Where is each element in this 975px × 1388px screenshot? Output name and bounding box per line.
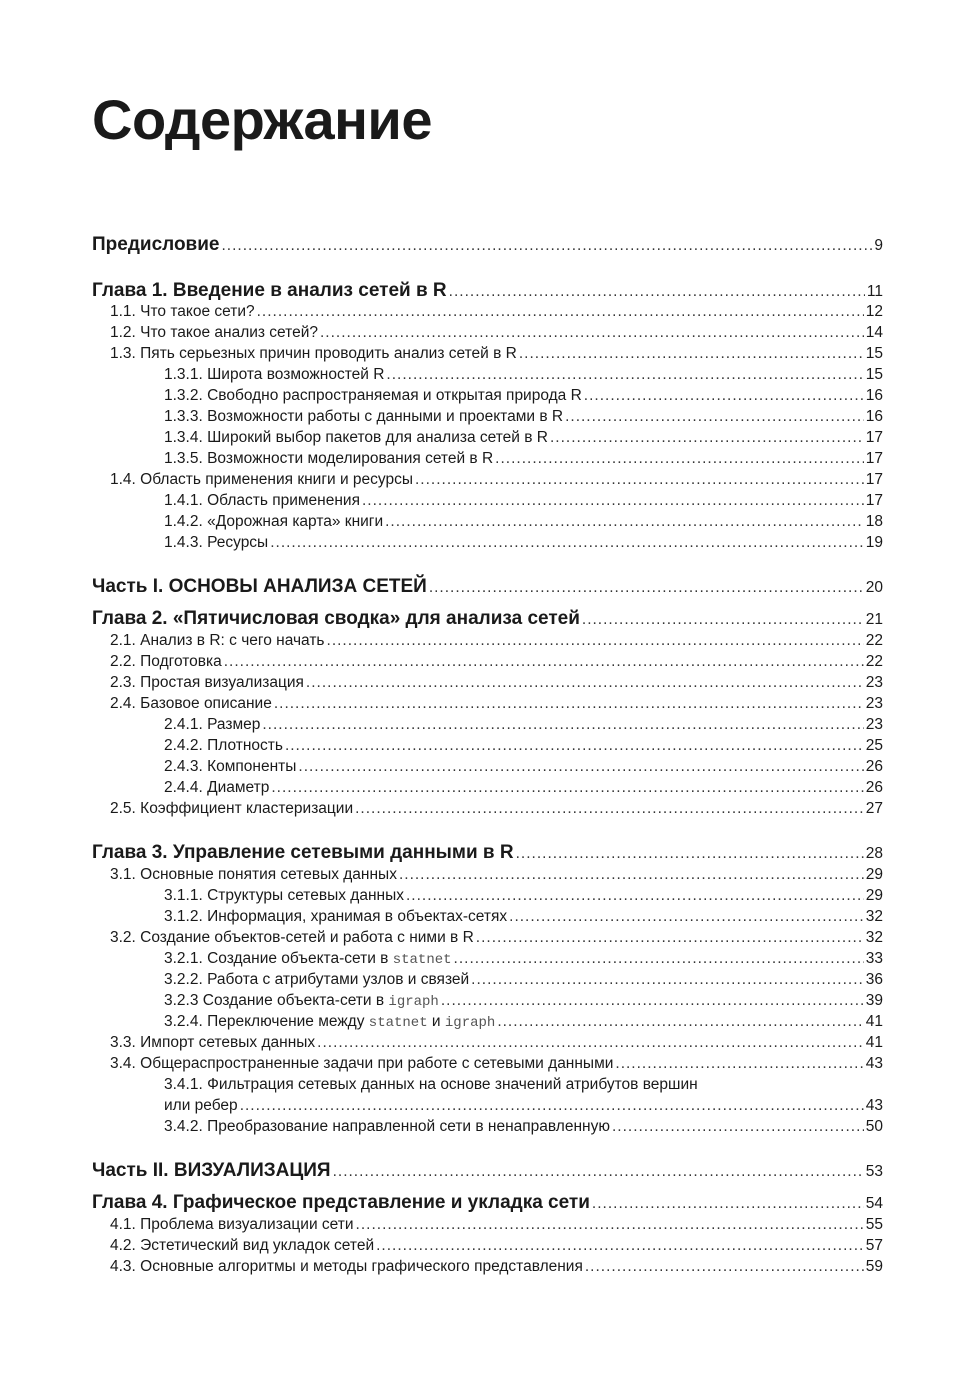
toc-entry-title: 1.2. Что такое анализ сетей? [110, 324, 318, 341]
toc-entry-3-2-3[interactable] [164, 990, 883, 1011]
toc-entry-3-1[interactable] [110, 864, 883, 885]
toc-entry-text: и [427, 1013, 445, 1030]
toc-entry-title: 2.4.2. Плотность [164, 737, 283, 754]
toc-entry-1-4-2[interactable] [164, 511, 883, 532]
toc-entry-1-3-5[interactable] [164, 448, 883, 469]
dot-leader [550, 427, 864, 448]
toc-entry-1-3-4[interactable] [164, 427, 883, 448]
toc-entry-part-1[interactable] [92, 574, 883, 600]
toc-entry-page: 32 [865, 929, 883, 946]
toc-entry-page: 57 [865, 1237, 883, 1254]
toc-entry-1-3-2[interactable] [164, 385, 883, 406]
toc-entry-preface[interactable] [92, 232, 883, 258]
toc-entry-3-2-4[interactable] [164, 1011, 883, 1032]
toc-entry-title: 1.3.3. Возможности работы с данными и проектами в R [164, 408, 564, 425]
toc-entry-1-1[interactable] [110, 301, 883, 322]
toc-entry-title: Часть I. ОСНОВЫ АНАЛИЗА СЕТЕЙ [92, 576, 427, 597]
dot-leader [615, 1053, 863, 1074]
dot-leader [584, 385, 864, 406]
toc-entry-1-3[interactable] [110, 343, 883, 364]
toc-entry-title: 2.1. Анализ в R: с чего начать [110, 632, 325, 649]
toc-entry-3-2-2[interactable] [164, 969, 883, 990]
toc-entry-page: 17 [865, 471, 883, 488]
toc-entry-title: 2.5. Коэффициент кластеризации [110, 800, 354, 817]
dot-leader [362, 490, 864, 511]
dot-leader [355, 798, 864, 819]
dot-leader [612, 1116, 864, 1137]
toc-entry-title: 2.4. Базовое описание [110, 695, 272, 712]
toc-entry-page: 43 [865, 1055, 883, 1072]
toc-entry-title: 3.1.1. Структуры сетевых данных [164, 887, 404, 904]
toc-entry-page: 23 [865, 674, 883, 691]
toc-entry-page: 59 [865, 1258, 883, 1275]
toc-entry-title: Глава 1. Введение в анализ сетей в R [92, 280, 447, 301]
toc-entry-title: 1.4. Область применения книги и ресурсы [110, 471, 413, 488]
toc-entry-page: 17 [865, 429, 883, 446]
code-igraph: igraph [444, 1015, 496, 1031]
toc-entry-4-2[interactable] [110, 1235, 883, 1256]
toc-entry-page: 39 [865, 992, 883, 1009]
dot-leader [356, 1214, 864, 1235]
toc-entry-title: 2.4.4. Диаметр [164, 779, 270, 796]
toc-entry-page: 9 [874, 237, 883, 254]
toc-entry-page: 32 [865, 908, 883, 925]
dot-leader [385, 511, 864, 532]
toc-entry-title: 1.4.3. Ресурсы [164, 534, 269, 551]
toc-entry-title [164, 1011, 495, 1034]
toc-entry-2-4-4[interactable] [164, 777, 883, 798]
dot-leader [222, 233, 873, 259]
toc-entry-1-2[interactable] [110, 322, 883, 343]
toc-entry-3-4-1-line1[interactable]: 3.4.1. Фильтрация сетевых данных на основе значений атрибутов вершин [164, 1076, 698, 1093]
toc-entry-title: 1.4.1. Область применения [164, 492, 360, 509]
toc-entry-title: 3.4.2. Преобразование направленной сети в ненаправленную [164, 1118, 610, 1135]
toc-entry-2-2[interactable] [110, 651, 883, 672]
toc-entry-page: 26 [865, 779, 883, 796]
toc-entry-page: 26 [865, 758, 883, 775]
toc-entry-2-4-2[interactable] [164, 735, 883, 756]
code-igraph: igraph [388, 994, 439, 1010]
toc-entry-page: 14 [865, 324, 883, 341]
page-title: Содержание [92, 88, 432, 151]
toc-entry-4-3[interactable] [110, 1256, 883, 1277]
toc-entry-page: 41 [865, 1013, 883, 1030]
dot-leader [386, 364, 863, 385]
code-statnet: statnet [368, 1015, 428, 1031]
toc-entry-2-1[interactable] [110, 630, 883, 651]
toc-entry-title: 1.3.2. Свободно распространяемая и открытая природа R [164, 387, 582, 404]
toc-entry-3-3[interactable] [110, 1032, 883, 1053]
toc-entry-title: 2.3. Простая визуализация [110, 674, 304, 691]
toc-entry-part-2[interactable] [92, 1158, 883, 1184]
dot-leader [429, 575, 864, 601]
dot-leader [298, 756, 863, 777]
dot-leader [240, 1095, 864, 1116]
toc-entry-title: 3.1. Основные понятия сетевых данных [110, 866, 397, 883]
toc-entry-3-1-2[interactable] [164, 906, 883, 927]
toc-entry-page: 36 [865, 971, 883, 988]
toc-entry-text: 3.2.1. Создание объекта-сети в [164, 950, 393, 967]
dot-leader [495, 448, 864, 469]
toc-entry-title: 3.4. Общераспространенные задачи при работе с сетевыми данными [110, 1055, 614, 1072]
toc-entry-chapter-4[interactable] [92, 1190, 883, 1216]
toc-entry-page: 22 [865, 632, 883, 649]
dot-leader [274, 693, 864, 714]
dot-leader [333, 1159, 864, 1185]
dot-leader [476, 927, 864, 948]
toc-entry-title: 1.3.5. Возможности моделирования сетей в R [164, 450, 494, 467]
toc-entry-3-4-2[interactable] [164, 1116, 883, 1137]
toc-entry-title: или ребер [164, 1097, 238, 1114]
toc-entry-page: 11 [866, 283, 883, 300]
dot-leader [271, 777, 863, 798]
toc-entry-page: 54 [865, 1195, 883, 1212]
toc-entry-page: 17 [865, 450, 883, 467]
dot-leader [441, 990, 864, 1011]
toc-entry-page: 22 [865, 653, 883, 670]
toc-entry-title: Глава 2. «Пятичисловая сводка» для анализа сетей [92, 608, 580, 629]
toc-entry-page: 53 [865, 1163, 883, 1180]
toc-entry-4-1[interactable] [110, 1214, 883, 1235]
toc-entry-page: 16 [865, 387, 883, 404]
dot-leader [262, 714, 863, 735]
toc-entry-page: 27 [865, 800, 883, 817]
toc-entry-page: 55 [865, 1216, 883, 1233]
toc-entry-title: 2.4.3. Компоненты [164, 758, 297, 775]
toc-entry-chapter-2[interactable] [92, 606, 883, 632]
toc-entry-1-4-1[interactable] [164, 490, 883, 511]
toc-entry-2-4[interactable] [110, 693, 883, 714]
toc-entry-page: 23 [865, 716, 883, 733]
toc-entry-1-4-3[interactable] [164, 532, 883, 553]
toc-entry-3-2[interactable] [110, 927, 883, 948]
toc-entry-1-4[interactable] [110, 469, 883, 490]
toc-entry-page: 15 [865, 345, 883, 362]
dot-leader [285, 735, 864, 756]
toc-entry-title: 4.3. Основные алгоритмы и методы графического представления [110, 1258, 583, 1275]
toc-entry-page: 50 [865, 1118, 883, 1135]
toc-entry-title [164, 948, 452, 971]
toc-entry-title: 3.2. Создание объектов-сетей и работа с ними в R [110, 929, 474, 946]
dot-leader [376, 1235, 864, 1256]
toc-entry-title: 1.3.4. Широкий выбор пакетов для анализа сетей в R [164, 429, 548, 446]
toc-entry-title: 4.1. Проблема визуализации сети [110, 1216, 354, 1233]
toc-entry-page: 25 [865, 737, 883, 754]
toc-entry-3-1-1[interactable] [164, 885, 883, 906]
toc-entry-title: Глава 4. Графическое представление и укладка сети [92, 1192, 590, 1213]
toc-entry-page: 29 [865, 887, 883, 904]
toc-entry-page: 20 [865, 579, 883, 596]
toc-entry-title: Предисловие [92, 234, 220, 255]
toc-entry-page: 28 [865, 845, 883, 862]
toc-entry-3-2-1[interactable] [164, 948, 883, 969]
toc-entry-title: 1.4.2. «Дорожная карта» книги [164, 513, 384, 530]
toc-entry-1-3-3[interactable] [164, 406, 883, 427]
dot-leader [317, 1032, 864, 1053]
dot-leader [415, 469, 864, 490]
dot-leader [471, 969, 864, 990]
toc-entry-page: 17 [865, 492, 883, 509]
toc-entry-2-4-1[interactable] [164, 714, 883, 735]
dot-leader [509, 906, 864, 927]
toc-entry-page: 29 [865, 866, 883, 883]
dot-leader [270, 532, 864, 553]
toc-entry-title: 3.2.2. Работа с атрибутами узлов и связей [164, 971, 470, 988]
toc-entry-page: 12 [865, 303, 883, 320]
toc-entry-page: 33 [865, 950, 883, 967]
dot-leader [224, 651, 864, 672]
toc-entry-title: 2.2. Подготовка [110, 653, 222, 670]
code-statnet: statnet [392, 952, 452, 968]
toc-entry-title: Часть II. ВИЗУАЛИЗАЦИЯ [92, 1160, 331, 1181]
toc-entry-2-4-3[interactable] [164, 756, 883, 777]
toc-entry-page: 21 [865, 611, 883, 628]
dot-leader [399, 864, 864, 885]
toc-entry-page: 16 [865, 408, 883, 425]
toc-entry-2-3[interactable] [110, 672, 883, 693]
toc-entry-1-3-1[interactable] [164, 364, 883, 385]
toc-entry-title: 4.2. Эстетический вид укладок сетей [110, 1237, 375, 1254]
toc-entry-page: 23 [865, 695, 883, 712]
toc-entry-text: 3.2.4. Переключение между [164, 1013, 369, 1030]
toc-entry-title: 3.1.2. Информация, хранимая в объектах-сетях [164, 908, 508, 925]
toc-entry-3-4[interactable] [110, 1053, 883, 1074]
toc-entry-page: 19 [865, 534, 883, 551]
toc-entry-page: 43 [865, 1097, 883, 1114]
toc-entry-title [164, 990, 439, 1013]
dot-leader [320, 322, 864, 343]
toc-entry-2-5[interactable] [110, 798, 883, 819]
toc-entry-title: 3.3. Импорт сетевых данных [110, 1034, 316, 1051]
dot-leader [406, 885, 864, 906]
toc-entry-3-4-1[interactable] [164, 1095, 883, 1116]
toc-entry-title: 1.1. Что такое сети? [110, 303, 255, 320]
toc-entry-title: 2.4.1. Размер [164, 716, 261, 733]
dot-leader [497, 1011, 863, 1032]
dot-leader [565, 406, 864, 427]
dot-leader [454, 948, 864, 969]
toc-entry-page: 41 [865, 1034, 883, 1051]
toc-entry-title: 1.3. Пять серьезных причин проводить анализ сетей в R [110, 345, 517, 362]
toc-entry-chapter-3[interactable] [92, 840, 883, 866]
dot-leader [519, 343, 864, 364]
toc-entry-page: 18 [865, 513, 883, 530]
toc-entry-title: 1.3.1. Широта возможностей R [164, 366, 385, 383]
toc-entry-text: 3.2.3 Создание объекта-сети в [164, 992, 389, 1009]
dot-leader [257, 301, 864, 322]
dot-leader [306, 672, 864, 693]
dot-leader [327, 630, 864, 651]
toc-entry-page: 15 [865, 366, 883, 383]
toc-entry-title: Глава 3. Управление сетевыми данными в R [92, 842, 514, 863]
dot-leader [585, 1256, 864, 1277]
